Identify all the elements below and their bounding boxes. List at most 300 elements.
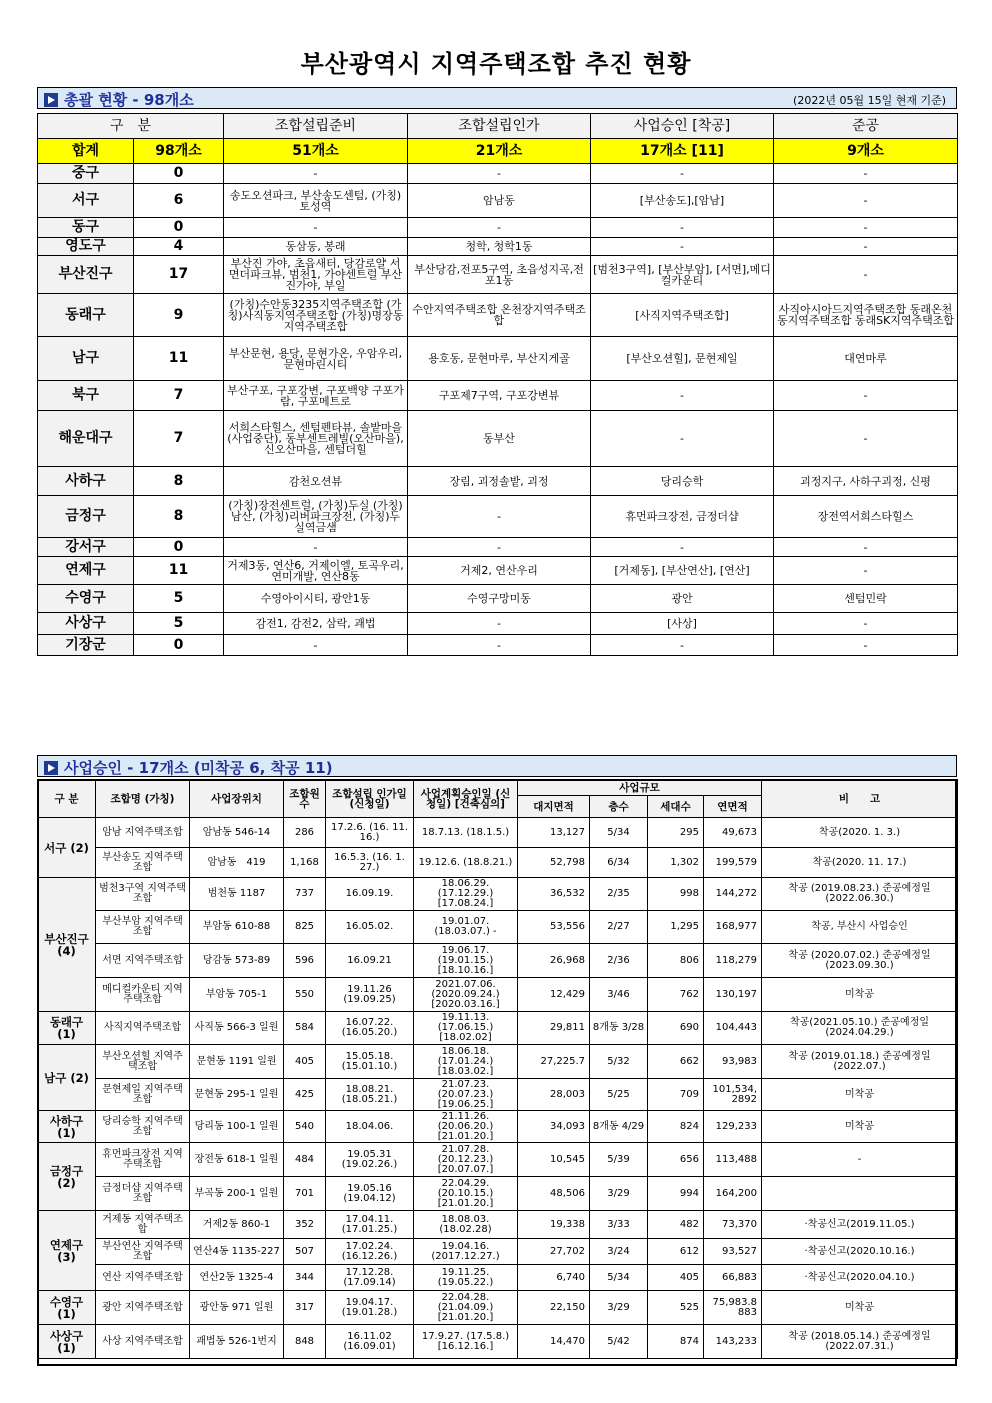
district-name: 연제구 <box>38 557 134 585</box>
union-name: 당리승학 지역주택조합 <box>96 1111 190 1143</box>
plan-date: 19.11.25. (19.05.22.) <box>414 1265 518 1291</box>
prep-list: 수영아이시티, 광안1동 <box>224 585 408 613</box>
total-floor-area: 168,977 <box>704 911 762 944</box>
site-location: 당감동 573-89 <box>190 944 284 978</box>
business-list: - <box>591 218 774 238</box>
approval-list: 거제2, 연산우리 <box>408 557 591 585</box>
floor-count: 8개동 4/29 <box>590 1111 648 1143</box>
approval-date: 16.07.22. (16.05.20.) <box>326 1012 414 1045</box>
business-list: [사상] <box>591 613 774 635</box>
floor-count: 3/29 <box>590 1291 648 1325</box>
approval-list: - <box>408 496 591 538</box>
floor-count: 5/42 <box>590 1325 648 1359</box>
approval-date: 16.05.02. <box>326 911 414 944</box>
approval-date: 16.09.21 <box>326 944 414 978</box>
district-name: 사상구 <box>38 613 134 635</box>
summary-header-row <box>38 114 958 139</box>
complete-list: - <box>774 557 958 585</box>
district-count: 0 <box>134 218 224 238</box>
union-name: 부산오션힐 지역주택조합 <box>96 1045 190 1079</box>
district-count: 8 <box>134 496 224 538</box>
summary-row <box>38 411 958 467</box>
total-floor-area: 129,233 <box>704 1111 762 1143</box>
header-gubun: 구 분 <box>38 114 224 139</box>
approval-list: - <box>408 538 591 557</box>
union-name: 휴먼파크장전 지역주택조합 <box>96 1143 190 1177</box>
member-count: 352 <box>284 1211 326 1239</box>
prep-list: (가칭)수안동3235지역주택조합 (가칭)사직동지역주택조합 (가칭)명장동지역주택조합 <box>224 294 408 337</box>
approval-list: 용호동, 문현마루, 부산지게골 <box>408 337 591 381</box>
prep-list: 송도오션파크, 부산송도센텀, (가칭)토성역 <box>224 184 408 218</box>
approval-date: 18.08.21. (18.05.21.) <box>326 1079 414 1111</box>
district-count: 7 <box>134 381 224 411</box>
business-list: - <box>591 411 774 467</box>
unit-count: 824 <box>648 1111 704 1143</box>
business-list: - <box>591 164 774 184</box>
district-group: 사상구 (1) <box>38 1325 96 1359</box>
unit-count: 482 <box>648 1211 704 1239</box>
site-location: 부곡동 200-1 일원 <box>190 1177 284 1211</box>
total-count: 98개소 <box>134 139 224 164</box>
prep-list: 거제3동, 연산6, 거제이엘, 토곡우리, 연미개발, 연산8동 <box>224 557 408 585</box>
h-members: 조합원 수 <box>284 780 326 818</box>
land-area: 19,338 <box>518 1211 590 1239</box>
district-count: 11 <box>134 337 224 381</box>
site-location: 범천동 1187 <box>190 878 284 911</box>
unit-count: 656 <box>648 1143 704 1177</box>
business-list: [부산송도],[암남] <box>591 184 774 218</box>
district-group: 사하구 (1) <box>38 1111 96 1143</box>
member-count: 425 <box>284 1079 326 1111</box>
land-area: 27,225.7 <box>518 1045 590 1079</box>
prep-list: 부산문현, 용당, 문현가온, 우암우리, 문현마린시티 <box>224 337 408 381</box>
plan-date: 18.08.03. (18.02.28) <box>414 1211 518 1239</box>
header-business: 사업승인 [착공] <box>591 114 774 139</box>
approval-date: 17.02.24. (16.12.26.) <box>326 1239 414 1265</box>
plan-date: 18.06.18. (17.01.24.) [18.03.02.] <box>414 1045 518 1079</box>
plan-date: 21.07.28. (20.12.23.) [20.07.07.] <box>414 1143 518 1177</box>
summary-row <box>38 184 958 218</box>
district-name: 해운대구 <box>38 411 134 467</box>
plan-date: 17.9.27. (17.5.8.) [16.12.16.] <box>414 1325 518 1359</box>
district-count: 5 <box>134 613 224 635</box>
union-name: 암남 지역주택조합 <box>96 818 190 848</box>
site-location: 암남동 419 <box>190 848 284 878</box>
summary-row <box>38 337 958 381</box>
plan-date: 21.11.26. (20.06.20.) [21.01.20.] <box>414 1111 518 1143</box>
prep-list: - <box>224 164 408 184</box>
floor-count: 3/29 <box>590 1177 648 1211</box>
site-location: 암남동 546-14 <box>190 818 284 848</box>
site-location: 장전동 618-1 일원 <box>190 1143 284 1177</box>
h-location: 사업장위치 <box>190 780 284 818</box>
business-list: [사직지역주택조합] <box>591 294 774 337</box>
remark: 착공 (2018.05.14.) 준공예정일 (2022.07.31.) <box>762 1325 958 1359</box>
approval-date: 17.04.11. (17.01.25.) <box>326 1211 414 1239</box>
approval-date: 18.04.06. <box>326 1111 414 1143</box>
complete-list: - <box>774 381 958 411</box>
business-list: [부산오션힐], 문현제일 <box>591 337 774 381</box>
summary-row <box>38 294 958 337</box>
unit-count: 994 <box>648 1177 704 1211</box>
remark: 미착공 <box>762 1079 958 1111</box>
total-approval: 21개소 <box>408 139 591 164</box>
district-count: 0 <box>134 538 224 557</box>
prep-list: - <box>224 218 408 238</box>
business-list: 당리승학 <box>591 467 774 496</box>
unit-count: 612 <box>648 1239 704 1265</box>
plan-date: 2021.07.06. (2020.09.24.) [2020.03.16.] <box>414 978 518 1012</box>
total-floor-area: 118,279 <box>704 944 762 978</box>
total-floor-area: 144,272 <box>704 878 762 911</box>
approval-list: 부산당감,전포5구역, 초읍성지곡,전포1동 <box>408 256 591 294</box>
approval-list: - <box>408 635 591 656</box>
total-floor-area: 143,233 <box>704 1325 762 1359</box>
prep-list: 감전1, 감전2, 삼락, 괘법 <box>224 613 408 635</box>
total-prep: 51개소 <box>224 139 408 164</box>
complete-list: 센텀민락 <box>774 585 958 613</box>
member-count: 584 <box>284 1012 326 1045</box>
land-area: 22,150 <box>518 1291 590 1325</box>
site-location: 당리동 100-1 일원 <box>190 1111 284 1143</box>
remark: 미착공 <box>762 1291 958 1325</box>
floor-count: 6/34 <box>590 848 648 878</box>
union-name: 서면 지역주택조합 <box>96 944 190 978</box>
site-location: 연산4동 1135-227 <box>190 1239 284 1265</box>
floor-count: 8개동 3/28 <box>590 1012 648 1045</box>
prep-list: 부산진 가야, 초읍새터, 당감로얄 서면더파크뷰, 범천1, 가야센트럴 부산진가야, 부일 <box>224 256 408 294</box>
business-section-header <box>37 755 957 777</box>
site-location: 부암동 705-1 <box>190 978 284 1012</box>
total-floor-area: 104,443 <box>704 1012 762 1045</box>
unit-count: 874 <box>648 1325 704 1359</box>
summary-row <box>38 585 958 613</box>
complete-list: - <box>774 635 958 656</box>
h-floor-area: 연면적 <box>704 796 762 818</box>
header-complete: 준공 <box>774 114 958 139</box>
business-list: 광안 <box>591 585 774 613</box>
member-count: 737 <box>284 878 326 911</box>
total-floor-area: 75,983.8 883 <box>704 1291 762 1325</box>
complete-list: - <box>774 218 958 238</box>
summary-total-row <box>38 139 958 164</box>
approval-date: 19.05.16 (19.04.12) <box>326 1177 414 1211</box>
remark: 착공 (2019.08.23.) 준공예정일 (2022.06.30.) <box>762 878 958 911</box>
district-name: 중구 <box>38 164 134 184</box>
district-group: 동래구 (1) <box>38 1012 96 1045</box>
complete-list: - <box>774 256 958 294</box>
approval-list: - <box>408 218 591 238</box>
member-count: 701 <box>284 1177 326 1211</box>
union-name: 부산부암 지역주택조합 <box>96 911 190 944</box>
unit-count: 690 <box>648 1012 704 1045</box>
district-count: 17 <box>134 256 224 294</box>
approval-date: 19.05.31 (19.02.26.) <box>326 1143 414 1177</box>
h-scale: 사업규모 <box>518 780 762 796</box>
floor-count: 5/39 <box>590 1143 648 1177</box>
h-area: 대지면적 <box>518 796 590 818</box>
complete-list: - <box>774 411 958 467</box>
district-count: 11 <box>134 557 224 585</box>
union-name: 부산송도 지역주택조합 <box>96 848 190 878</box>
summary-row <box>38 496 958 538</box>
h-plan: 사업계획승인일 (신청일) [건축심의] <box>414 780 518 818</box>
floor-count: 3/33 <box>590 1211 648 1239</box>
h-units: 세대수 <box>648 796 704 818</box>
summary-row <box>38 613 958 635</box>
total-floor-area: 49,673 <box>704 818 762 848</box>
district-name: 수영구 <box>38 585 134 613</box>
district-name: 부산진구 <box>38 256 134 294</box>
land-area: 29,811 <box>518 1012 590 1045</box>
union-name: 금정더샵 지역주택조합 <box>96 1177 190 1211</box>
summary-row <box>38 557 958 585</box>
member-count: 344 <box>284 1265 326 1291</box>
district-name: 동구 <box>38 218 134 238</box>
floor-count: 5/34 <box>590 1265 648 1291</box>
unit-count: 709 <box>648 1079 704 1111</box>
union-name: 연산 지역주택조합 <box>96 1265 190 1291</box>
district-name: 남구 <box>38 337 134 381</box>
site-location: 연산2동 1325-4 <box>190 1265 284 1291</box>
prep-list: (가칭)장전센트럴, (가칭)두실 (가칭)남산, (가칭)리버파크장전, (가칭)두실역금샘 <box>224 496 408 538</box>
unit-count: 762 <box>648 978 704 1012</box>
summary-row <box>38 538 958 557</box>
site-location: 광안동 971 일원 <box>190 1291 284 1325</box>
remark: 착공 (2020.07.02.) 준공예정일 (2023.09.30.) <box>762 944 958 978</box>
site-location: 문현동 1191 일원 <box>190 1045 284 1079</box>
member-count: 596 <box>284 944 326 978</box>
business-list: - <box>591 635 774 656</box>
total-floor-area: 66,883 <box>704 1265 762 1291</box>
district-group: 서구 (2) <box>38 818 96 878</box>
district-count: 7 <box>134 411 224 467</box>
total-business: 17개소 [11] <box>591 139 774 164</box>
total-floor-area: 164,200 <box>704 1177 762 1211</box>
remark: 착공(2020. 11. 17.) <box>762 848 958 878</box>
plan-date: 18.7.13. (18.1.5.) <box>414 818 518 848</box>
floor-count: 5/32 <box>590 1045 648 1079</box>
total-floor-area: 73,370 <box>704 1211 762 1239</box>
union-name: 메디컬카운티 지역주택조합 <box>96 978 190 1012</box>
district-name: 사하구 <box>38 467 134 496</box>
prep-list: 동삼동, 봉래 <box>224 238 408 256</box>
land-area: 36,532 <box>518 878 590 911</box>
site-location: 괘법동 526-1번지 <box>190 1325 284 1359</box>
approval-list: 동부산 <box>408 411 591 467</box>
union-name: 거제동 지역주택조합 <box>96 1211 190 1239</box>
summary-row <box>38 164 958 184</box>
approval-date: 16.5.3. (16. 1. 27.) <box>326 848 414 878</box>
union-name: 광안 지역주택조합 <box>96 1291 190 1325</box>
complete-list: - <box>774 538 958 557</box>
site-location: 문현동 295-1 일원 <box>190 1079 284 1111</box>
union-name: 문현제일 지역주택조합 <box>96 1079 190 1111</box>
land-area: 53,556 <box>518 911 590 944</box>
complete-list: - <box>774 238 958 256</box>
h-approval: 조합설립 인가일 (신청일) <box>326 780 414 818</box>
business-list: - <box>591 238 774 256</box>
union-name: 사직지역주택조합 <box>96 1012 190 1045</box>
page-title: 부산광역시 지역주택조합 추진 현황 <box>300 50 692 78</box>
approval-list: 수안지역주택조합 온천장지역주택조합 <box>408 294 591 337</box>
summary-row <box>38 635 958 656</box>
floor-count: 5/34 <box>590 818 648 848</box>
reference-date-note: (2022년 05월 15일 현재 기준) <box>793 94 946 107</box>
play-box-icon <box>44 761 58 775</box>
summary-row <box>38 218 958 238</box>
complete-list: 사직아시아드지역주택조합 동래온천동지역주택조합 동래SK지역주택조합 <box>774 294 958 337</box>
approval-date: 16.11.02 (16.09.01) <box>326 1325 414 1359</box>
unit-count: 662 <box>648 1045 704 1079</box>
summary-row <box>38 467 958 496</box>
total-floor-area: 113,488 <box>704 1143 762 1177</box>
complete-list: 괴정지구, 사하구괴정, 신평 <box>774 467 958 496</box>
business-list: - <box>591 381 774 411</box>
complete-list: - <box>774 164 958 184</box>
land-area: 13,127 <box>518 818 590 848</box>
play-box-icon <box>44 93 58 107</box>
remark: 착공(2021.05.10.) 준공예정일(2024.04.29.) <box>762 1012 958 1045</box>
approval-date: 19.04.17. (19.01.28.) <box>326 1291 414 1325</box>
approval-list: 수영구망미동 <box>408 585 591 613</box>
unit-count: 1,295 <box>648 911 704 944</box>
district-name: 금정구 <box>38 496 134 538</box>
remark: 미착공 <box>762 1111 958 1143</box>
district-name: 서구 <box>38 184 134 218</box>
total-floor-area: 93,527 <box>704 1239 762 1265</box>
plan-date: 22.04.29. (20.10.15.) [21.01.20.] <box>414 1177 518 1211</box>
remark: ·착공신고(2019.11.05.) <box>762 1211 958 1239</box>
unit-count: 806 <box>648 944 704 978</box>
land-area: 6,740 <box>518 1265 590 1291</box>
total-floor-area: 93,983 <box>704 1045 762 1079</box>
plan-date: 19.11.13. (17.06.15.) [18.02.02] <box>414 1012 518 1045</box>
h-name: 조합명 (가칭) <box>96 780 190 818</box>
floor-count: 3/46 <box>590 978 648 1012</box>
floor-count: 2/36 <box>590 944 648 978</box>
union-name: 사상 지역주택조합 <box>96 1325 190 1359</box>
site-location: 사직동 566-3 일원 <box>190 1012 284 1045</box>
member-count: 507 <box>284 1239 326 1265</box>
plan-date: 19.04.16. (2017.12.27.) <box>414 1239 518 1265</box>
prep-list: - <box>224 635 408 656</box>
unit-count: 1,302 <box>648 848 704 878</box>
business-list: [거제동], [부산연산], [연산] <box>591 557 774 585</box>
land-area: 27,702 <box>518 1239 590 1265</box>
approval-list: 구포제7구역, 구포강변뷰 <box>408 381 591 411</box>
summary-row <box>38 256 958 294</box>
approval-list: 암남동 <box>408 184 591 218</box>
remark: ·착공신고(2020.10.16.) <box>762 1239 958 1265</box>
district-group: 남구 (2) <box>38 1045 96 1111</box>
business-table-frame <box>37 779 957 1366</box>
approval-date: 16.09.19. <box>326 878 414 911</box>
summary-section-label: 총괄 현황 - 98개소 <box>64 91 194 109</box>
remark: 착공, 부산시 사업승인 <box>762 911 958 944</box>
header-prep: 조합설립준비 <box>224 114 408 139</box>
unit-count: 405 <box>648 1265 704 1291</box>
district-count: 5 <box>134 585 224 613</box>
total-floor-area: 101,534, 2892 <box>704 1079 762 1111</box>
district-count: 0 <box>134 164 224 184</box>
plan-date: 19.06.17. (19.01.15.) [18.10.16.] <box>414 944 518 978</box>
district-name: 북구 <box>38 381 134 411</box>
business-list: [범천3구역], [부산부암], [서면],메디컬카운티 <box>591 256 774 294</box>
total-complete: 9개소 <box>774 139 958 164</box>
business-list: 휴먼파크장전, 금정더샵 <box>591 496 774 538</box>
land-area: 10,545 <box>518 1143 590 1177</box>
land-area: 52,798 <box>518 848 590 878</box>
district-group: 금정구 (2) <box>38 1143 96 1211</box>
member-count: 550 <box>284 978 326 1012</box>
complete-list: - <box>774 613 958 635</box>
approval-list: 청학, 청학1동 <box>408 238 591 256</box>
remark: 착공(2020. 1. 3.) <box>762 818 958 848</box>
h-gubun: 구 분 <box>38 780 96 818</box>
union-name: 범천3구역 지역주택조합 <box>96 878 190 911</box>
h-floors: 층수 <box>590 796 648 818</box>
floor-count: 5/25 <box>590 1079 648 1111</box>
approval-date: 15.05.18. (15.01.10.) <box>326 1045 414 1079</box>
total-floor-area: 130,197 <box>704 978 762 1012</box>
approval-list: - <box>408 613 591 635</box>
member-count: 484 <box>284 1143 326 1177</box>
approval-list: - <box>408 164 591 184</box>
summary-row <box>38 381 958 411</box>
member-count: 405 <box>284 1045 326 1079</box>
complete-list: 대연마루 <box>774 337 958 381</box>
land-area: 26,968 <box>518 944 590 978</box>
district-count: 0 <box>134 635 224 656</box>
unit-count: 295 <box>648 818 704 848</box>
plan-date: 21.07.23. (20.07.23.) [19.06.25.] <box>414 1079 518 1111</box>
land-area: 14,470 <box>518 1325 590 1359</box>
district-group: 수영구 (1) <box>38 1291 96 1325</box>
complete-list: - <box>774 184 958 218</box>
land-area: 12,429 <box>518 978 590 1012</box>
total-label: 합계 <box>38 139 134 164</box>
member-count: 286 <box>284 818 326 848</box>
total-floor-area: 199,579 <box>704 848 762 878</box>
union-name: 부산연산 지역주택조합 <box>96 1239 190 1265</box>
unit-count: 525 <box>648 1291 704 1325</box>
remark: 미착공 <box>762 978 958 1012</box>
plan-date: 19.01.07. (18.03.07.) - <box>414 911 518 944</box>
land-area: 28,003 <box>518 1079 590 1111</box>
district-name: 영도구 <box>38 238 134 256</box>
land-area: 34,093 <box>518 1111 590 1143</box>
complete-list: 장전역서희스타힐스 <box>774 496 958 538</box>
district-name: 동래구 <box>38 294 134 337</box>
district-count: 9 <box>134 294 224 337</box>
site-location: 거제2동 860-1 <box>190 1211 284 1239</box>
member-count: 825 <box>284 911 326 944</box>
remark: 착공 (2019.01.18.) 준공예정일 (2022.07.) <box>762 1045 958 1079</box>
floor-count: 3/24 <box>590 1239 648 1265</box>
district-name: 기장군 <box>38 635 134 656</box>
business-list: - <box>591 538 774 557</box>
remark: ·착공신고(2020.04.10.) <box>762 1265 958 1291</box>
unit-count: 998 <box>648 878 704 911</box>
district-name: 강서구 <box>38 538 134 557</box>
header-approval: 조합설립인가 <box>408 114 591 139</box>
floor-count: 2/35 <box>590 878 648 911</box>
floor-count: 2/27 <box>590 911 648 944</box>
district-count: 8 <box>134 467 224 496</box>
prep-list: - <box>224 538 408 557</box>
approval-date: 17.2.6. (16. 11. 16.) <box>326 818 414 848</box>
